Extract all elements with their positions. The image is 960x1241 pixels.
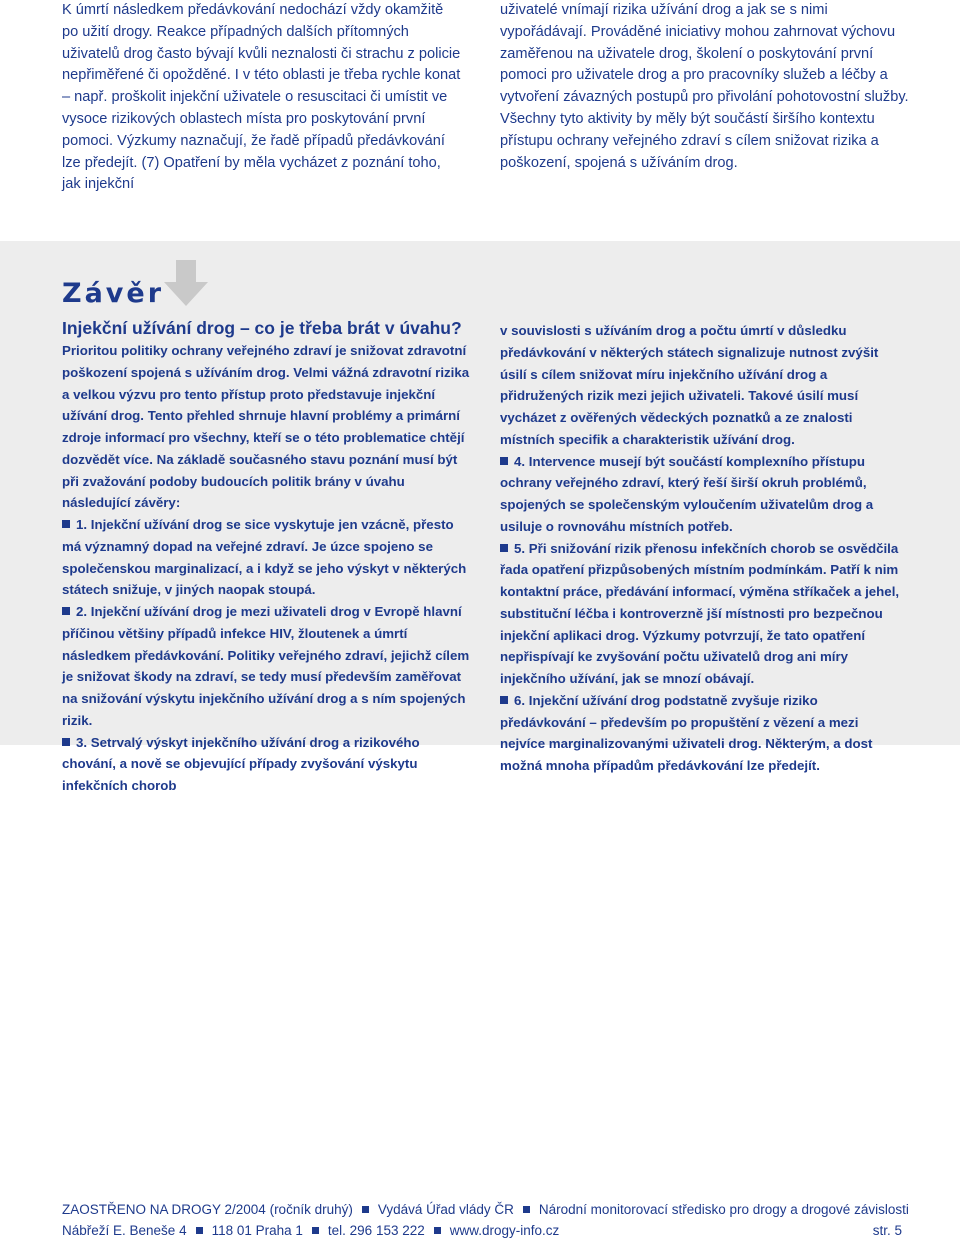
footer-phone: tel. 296 153 222 [327,1223,425,1238]
square-bullet-icon [362,1206,369,1213]
square-bullet-icon [312,1227,319,1234]
conclusion-subheading: Injekční užívání drog – co je třeba brát v úvahu? [62,318,462,338]
top-left-paragraph: K úmrtí následkem předávkování nedochází vždy okamžitě po užití drogy. Reakce případných dalších přítomných uživatelů drog často bývají kvůli neznalosti či strachu z policie nepřiměřené či opožděné. I v této oblasti je třeba rychle konat – např. proškolit injekční uživatele o resuscitaci či umístit ve vysoce rizikových oblastech místa pro poskytování první pomoci. Výzkumy naznačují, že řadě případů předávkování lze předejít. (7) Opatření by měla vycházet z poznání toho, jak injekční [62,2,461,193]
square-bullet-icon [500,544,508,552]
down-arrow-icon [162,260,210,308]
conclusion-point-6 [500,690,905,777]
conclusion-point-2 [62,601,470,732]
conclusion-intro: Prioritou politiky ochrany veřejného zdraví je snižovat zdravotní poškození spojená s užíváním drog. Velmi vážná zdravotní rizika a velkou výzvu pro tento přístup proto představuje injekční užívání drog. Tento přehled shrnuje hlavní problémy a primární zdroje informací pro všechny, kteří se o této problematice chtějí dozvědět více. Na základě současného stavu poznání musí být při zvažování podoby budoucích politik brány v úvahu následující závěry: [62,343,470,511]
top-right-column [500,0,910,174]
footer-website-link[interactable]: www.drogy-info.cz [449,1223,560,1238]
footer-street: Nábřeží E. Beneše 4 [62,1223,187,1238]
page-number: str. 5 [872,1223,902,1238]
conclusion-point-5 [500,538,905,690]
conclusion-right-continuation: v souvislosti s užíváním drog a počtu úmrtí v důsledku předávkování v některých státech signalizuje nutnost zvýšit úsilí s cílem snižovat míru injekčního užívání drog a přidružených rizik mezi jejich uživateli. Takové úsilí musí vycházet z ověřených vědeckých poznatků a ze znalosti místních specifik a charakteristik užívání drog. [500,323,879,447]
square-bullet-icon [500,696,508,704]
point-6-text: 6. Injekční užívání drog podstatně zvyšuje riziko předávkování – především po propuštění z vězení a mezi nejvíce marginalizovanými uživateli drog. Některým, a dost možná mnoha případům předávkování lze předejít. [500,692,873,773]
point-1-text: 1. Injekční užívání drog se sice vyskytuje jen vzácně, přesto má významný dopad na veřejné zdraví. Je úzce spojeno se společenskou marginalizací, a i když se jeho výskyt v některých státech snižuje, v jiných naopak stoupá. [62,517,467,598]
square-bullet-icon [62,607,70,615]
footer-institution: Národní monitorovací středisko pro drogy a drogové závislosti [538,1202,909,1217]
top-right-paragraph: uživatelé vnímají rizika užívání drog a jak se s nimi vypořádávají. Prováděné iniciativy mohou zahrnovat výchovu zaměřenou na uživatele drog, školení o poskytování první pomoci pro uživatele drog a pro pracovníky služeb a léčby a vytvoření závazných postupů pro přivolání pohotovostní služby. Všechny tyto aktivity by měly být součástí širšího kontextu přístupu ochrany veřejného zdraví s cílem snižovat rizika a poškození, spojená s užíváním drog. [500,2,909,171]
footer-publication: ZAOSTŘENO NA DROGY 2/2004 (ročník druhý) [62,1202,353,1217]
conclusion-point-4 [500,451,905,538]
point-3-text: 3. Setrvalý výskyt injekčního užívání drog a rizikového chování, a nově se objevující případy zvyšování výskytu infekčních chorob [62,734,420,793]
square-bullet-icon [434,1227,441,1234]
square-bullet-icon [523,1206,530,1213]
square-bullet-icon [62,520,70,528]
footer-city: 118 01 Praha 1 [211,1223,303,1238]
conclusion-section [0,241,960,793]
footer-publisher: Vydává Úřad vlády ČR [377,1202,514,1217]
footer-line-1 [62,1199,909,1220]
conclusion-point-1 [62,514,470,601]
point-4-text: 4. Intervence musejí být součástí komplexního přístupu ochrany veřejného zdraví, který řeší širší okruh problémů, spojených se společenským vyloučením uživatelům drog a usiluje o rovnováhu místních potřeb. [500,453,874,534]
footer-line-2 [62,1220,902,1241]
conclusion-right-column [500,320,905,777]
section-title: Závěr [62,278,165,309]
conclusion-left-column [62,316,470,797]
conclusion-point-3 [62,732,470,797]
point-2-text: 2. Injekční užívání drog je mezi uživateli drog v Evropě hlavní příčinou většiny případů infekce HIV, žloutenek a úmrtí následkem předávkování. Politiky veřejného zdraví, jejichž cílem je snižovat škody na zdraví, se tedy musí především zaměřovat na snižování výskytu injekčního užívání drog a s ním spojených rizik. [62,604,470,728]
square-bullet-icon [196,1227,203,1234]
top-left-column [62,0,462,196]
point-5-text: 5. Při snižování rizik přenosu infekčních chorob se osvědčila řada opatření přizpůsobených místním podmínkám. Patří k nim kontaktní práce, předávání informací, výměna stříkaček a jehel, substituční léčba i kontroverzně jší místnosti pro bezpečnou injekční aplikaci drog. Výzkumy potvrzují, že tato opatření nepřispívají ke zvyšování počtu uživatelů drog ani míry injekčního užívání, jak se mnozí obávají. [500,540,900,686]
square-bullet-icon [62,738,70,746]
page-footer [62,1199,909,1241]
square-bullet-icon [500,457,508,465]
